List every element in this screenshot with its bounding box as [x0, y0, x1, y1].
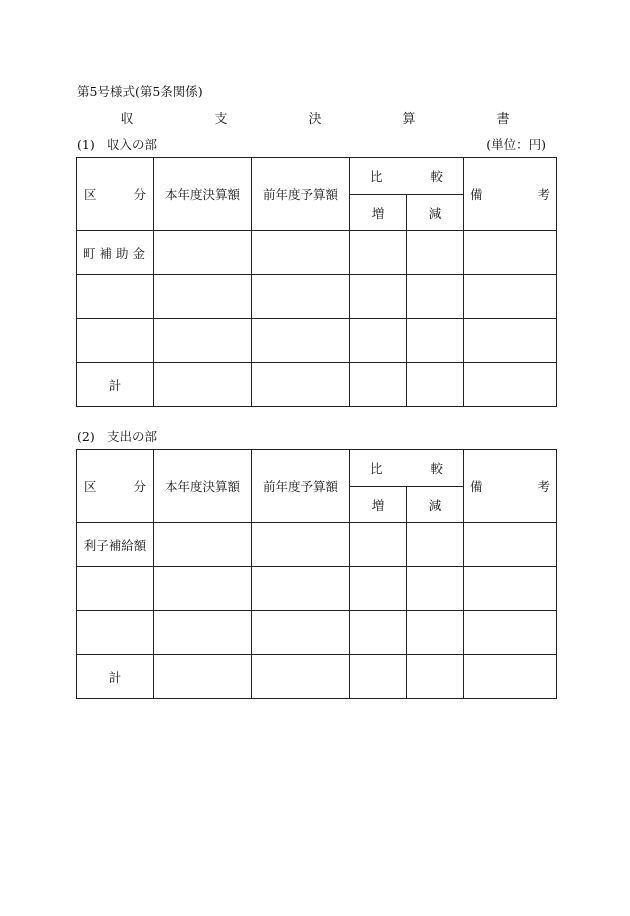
table-row — [77, 231, 557, 275]
table-cell[interactable] — [464, 275, 557, 319]
comparison-header: 比 較 — [350, 158, 464, 195]
table-cell[interactable] — [154, 319, 252, 363]
table-cell[interactable] — [464, 231, 557, 275]
row-label — [77, 275, 154, 319]
table-cell[interactable] — [252, 319, 350, 363]
previous-year-header: 前年度予算額 — [252, 450, 350, 523]
table-row — [77, 275, 557, 319]
comparison-header: 比 較 — [350, 450, 464, 487]
table-cell[interactable] — [464, 319, 557, 363]
decrease-header: 減 — [407, 195, 464, 231]
table-cell[interactable] — [350, 231, 407, 275]
table-cell[interactable] — [154, 567, 252, 611]
expense-table — [76, 449, 557, 699]
table-row — [77, 567, 557, 611]
table-cell[interactable] — [464, 567, 557, 611]
income-section-heading — [77, 135, 157, 153]
table-row — [77, 523, 557, 567]
expense-section-heading — [77, 427, 157, 445]
table-cell[interactable] — [407, 611, 464, 655]
expense-section-number: (2) — [77, 429, 95, 444]
table-row — [77, 611, 557, 655]
category-header: 区 分 — [77, 158, 154, 231]
income-table — [76, 157, 557, 407]
remarks-header: 備 考 — [464, 158, 557, 231]
table-cell[interactable] — [407, 567, 464, 611]
total-label: 計 — [77, 363, 154, 407]
table-cell[interactable] — [350, 363, 407, 407]
income-section-label: 収入の部 — [107, 137, 158, 152]
table-cell[interactable] — [154, 655, 252, 699]
expense-section-label: 支出の部 — [107, 429, 158, 444]
table-cell[interactable] — [252, 523, 350, 567]
previous-year-header: 前年度予算額 — [252, 158, 350, 231]
table-cell[interactable] — [154, 363, 252, 407]
table-cell[interactable] — [252, 363, 350, 407]
current-year-header: 本年度決算額 — [154, 450, 252, 523]
form-number: 第5号様式(第5条関係) — [77, 84, 203, 99]
table-cell[interactable] — [350, 319, 407, 363]
table-row — [77, 319, 557, 363]
table-cell[interactable] — [252, 611, 350, 655]
table-cell[interactable] — [154, 275, 252, 319]
unit-label: (単位：円) — [486, 137, 546, 152]
current-year-header: 本年度決算額 — [154, 158, 252, 231]
row-label — [77, 567, 154, 611]
table-cell[interactable] — [154, 523, 252, 567]
table-cell[interactable] — [252, 567, 350, 611]
table-cell[interactable] — [407, 363, 464, 407]
table-cell[interactable] — [407, 275, 464, 319]
table-cell[interactable] — [350, 523, 407, 567]
table-cell[interactable] — [407, 231, 464, 275]
increase-header: 増 — [350, 487, 407, 523]
row-label — [77, 611, 154, 655]
table-cell[interactable] — [350, 655, 407, 699]
table-cell[interactable] — [407, 655, 464, 699]
table-cell[interactable] — [464, 655, 557, 699]
table-cell[interactable] — [252, 231, 350, 275]
decrease-header: 減 — [407, 487, 464, 523]
document-title: 収 支 決 算 書 — [120, 112, 544, 127]
total-row — [77, 363, 557, 407]
row-label: 町補助金 — [77, 231, 154, 275]
total-row — [77, 655, 557, 699]
table-cell[interactable] — [252, 655, 350, 699]
row-label — [77, 319, 154, 363]
row-label: 利子補給額 — [77, 523, 154, 567]
remarks-header: 備 考 — [464, 450, 557, 523]
table-cell[interactable] — [350, 611, 407, 655]
table-cell[interactable] — [350, 567, 407, 611]
table-cell[interactable] — [464, 523, 557, 567]
total-label: 計 — [77, 655, 154, 699]
category-header: 区 分 — [77, 450, 154, 523]
table-cell[interactable] — [407, 523, 464, 567]
table-cell[interactable] — [464, 363, 557, 407]
table-cell[interactable] — [154, 611, 252, 655]
income-section-number: (1) — [77, 137, 95, 152]
increase-header: 増 — [350, 195, 407, 231]
table-cell[interactable] — [252, 275, 350, 319]
table-cell[interactable] — [350, 275, 407, 319]
table-cell[interactable] — [407, 319, 464, 363]
table-cell[interactable] — [464, 611, 557, 655]
table-cell[interactable] — [154, 231, 252, 275]
